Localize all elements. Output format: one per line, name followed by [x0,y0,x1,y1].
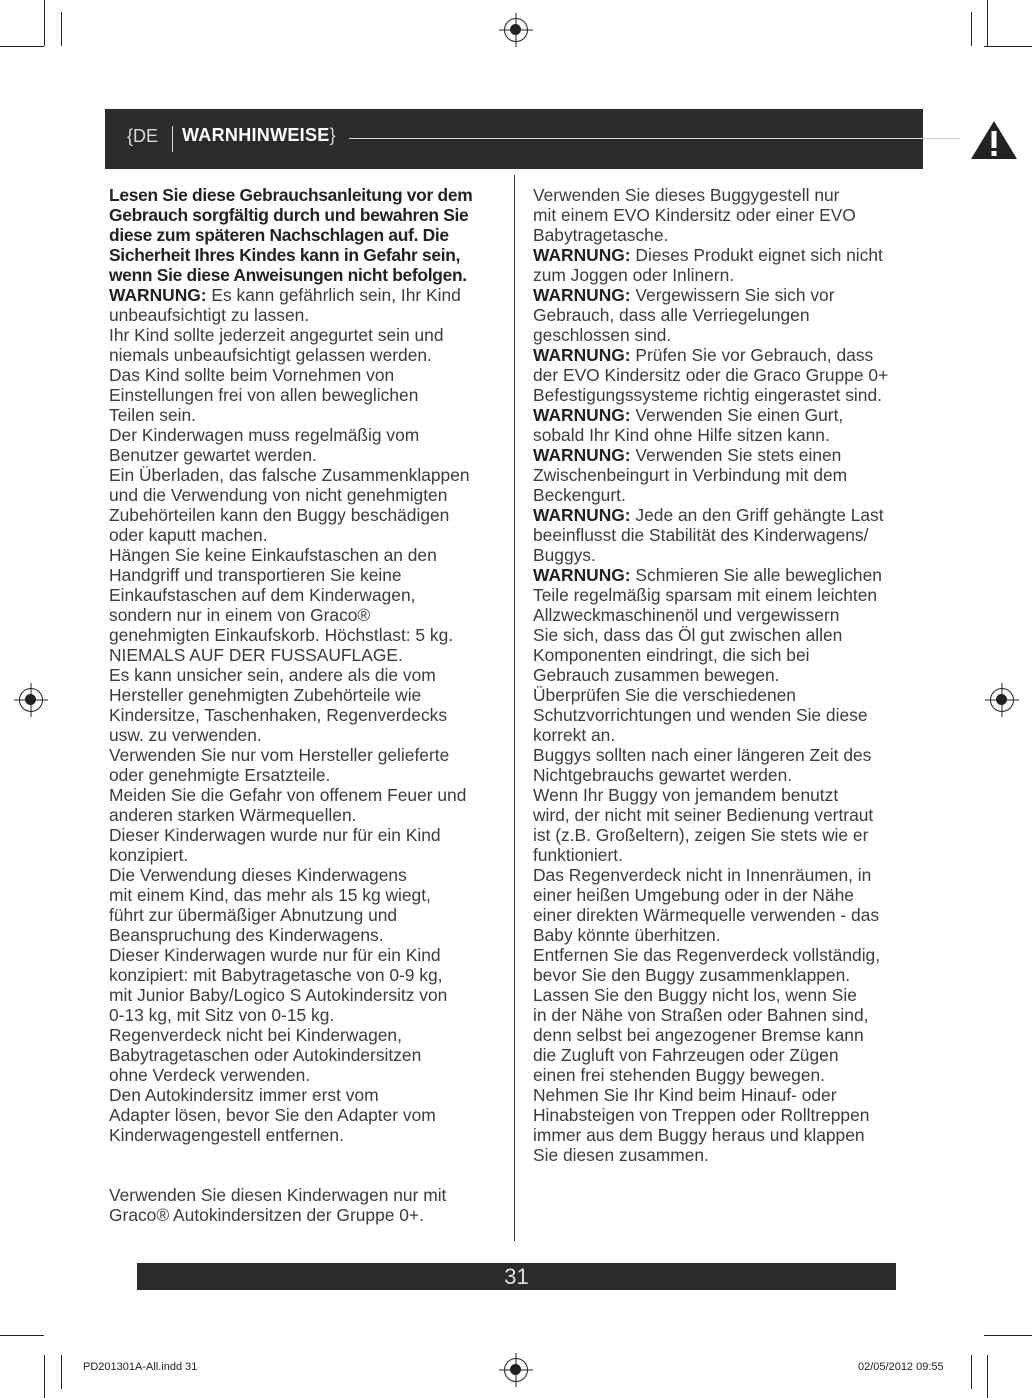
slug-file-info: PD201301A-All.indd 31 [83,1361,198,1373]
registration-mark-icon [504,1358,528,1382]
intro-paragraph: Lesen Sie diese Gebrauchsanleitung vor dem Gebrauch sorgfältig durch und bewahren Sie diese zum späteren Nachschlagen auf. Die Sicherheit Ihres Kindes kann in Gefahr sein, wenn Sie diese Anweisungen nicht befolgen. [109,185,473,285]
paragraph-gap [109,1145,504,1185]
warning-paragraph: WARNUNG: Vergewissern Sie sich vor Gebrauch, dass alle Verriegelungen geschlossen sind. [533,285,835,345]
crop-mark [61,1355,62,1389]
paragraph: Meiden Sie die Gefahr von offenem Feuer und anderen starken Wärmequellen. [109,785,467,825]
warning-paragraph: WARNUNG: Verwenden Sie stets einen Zwischenbeingurt in Verbindung mit dem Beckengurt. [533,445,848,505]
left-column [109,185,504,1225]
paragraph: Der Kinderwagen muss regelmäßig vom Benutzer gewartet werden. [109,425,420,465]
page-footer [137,1263,896,1290]
language-code: {DE [127,126,159,146]
paragraph: Wenn Ihr Buggy von jemandem benutzt wird, der nicht mit seiner Bedienung vertraut ist (z.B. Großeltern), zeigen Sie stets wie er funktioniert. [533,785,874,865]
crop-mark [987,1355,988,1398]
crop-mark [0,46,44,47]
section-header [105,109,923,169]
warning-paragraph: WARNUNG: Jede an den Griff gehängte Last beeinflusst die Stabilität des Kinderwagens/ Buggys. [533,505,884,565]
paragraph: Die Verwendung dieses Kinderwagens mit einem Kind, das mehr als 15 kg wiegt, führt zur übermäßiger Abnutzung und Beanspruchung des Kinderwagens. [109,865,431,945]
page-number: 31 [504,1264,529,1289]
crop-mark [44,1355,45,1398]
paragraph: Entfernen Sie das Regenverdeck vollständig, bevor Sie den Buggy zusammenklappen. [533,945,881,985]
column-divider [514,175,515,1241]
paragraph: Regenverdeck nicht bei Kinderwagen, Babytragetaschen oder Autokindersitzen ohne Verdeck verwenden. [109,1025,422,1085]
paragraph: Überprüfen Sie die verschiedenen Schutzvorrichtungen und wenden Sie diese korrekt an. [533,685,868,745]
paragraph: Es kann unsicher sein, andere als die vom Hersteller genehmigten Zubehörteile wie Kindersitze, Taschenhaken, Regenverdecks usw. zu verwenden. [109,665,448,745]
paragraph: Buggys sollten nach einer längeren Zeit des Nichtgebrauchs gewartet werden. [533,745,872,785]
paragraph: Nehmen Sie Ihr Kind beim Hinauf- oder Hinabsteigen von Treppen oder Rolltreppen immer aus dem Buggy heraus und klappen Sie diesen zusammen. [533,1085,870,1165]
registration-mark-icon [19,688,43,712]
slug-date-info: 02/05/2012 09:55 [858,1361,944,1373]
warning-triangle-icon [966,115,1022,165]
section-title: WARNHINWEISE} [182,125,336,145]
crop-mark [987,0,988,46]
warning-paragraph: WARNUNG: Dieses Produkt eignet sich nicht zum Joggen oder Inlinern. [533,245,883,285]
header-rule [349,138,961,139]
paragraph: Lassen Sie den Buggy nicht los, wenn Sie in der Nähe von Straßen oder Bahnen sind, denn selbst bei angezogener Bremse kann die Zugluft von Fahrzeugen oder Zügen einen frei stehenden Buggy bewegen. [533,985,869,1085]
paragraph: Den Autokindersitz immer erst vom Adapter lösen, bevor Sie den Adapter vom Kinderwagengestell entfernen. [109,1085,436,1145]
crop-mark [984,46,1032,47]
paragraph: Hängen Sie keine Einkaufstaschen an den Handgriff und transportieren Sie keine Einkaufstaschen auf dem Kinderwagen, sondern nur in einem von Graco® genehmigten Einkaufskorb. Höchstlast: 5 kg. NIEMALS AUF DER FUSSAUFLAGE. [109,545,454,665]
paragraph: Ein Überladen, das falsche Zusammenklappen und die Verwendung von nicht genehmigten Zubehörteilen kann den Buggy beschädigen oder kaputt machen. [109,465,470,545]
warning-paragraph: WARNUNG: Schmieren Sie alle beweglichen Teile regelmäßig sparsam mit einem leichten Allzweckmaschinenöl und vergewissern Sie sich, dass das Öl gut zwischen allen Komponenten eindringt, die sich bei Gebrauch zusammen bewegen. [533,565,882,685]
warning-paragraph: WARNUNG: Prüfen Sie vor Gebrauch, dass der EVO Kindersitz oder die Graco Gruppe 0+ Befestigungssysteme richtig eingerastet sind. [533,345,889,405]
warning-paragraph: WARNUNG: Verwenden Sie einen Gurt, sobald Ihr Kind ohne Hilfe sitzen kann. [533,405,844,445]
crop-mark [0,1335,44,1336]
registration-mark-icon [990,688,1014,712]
crop-mark [984,1335,1032,1336]
registration-mark-icon [504,18,528,42]
crop-mark [61,12,62,46]
crop-mark [44,0,45,46]
paragraph: Ihr Kind sollte jederzeit angegurtet sein und niemals unbeaufsichtigt gelassen werden. [109,325,444,365]
paragraph: Dieser Kinderwagen wurde nur für ein Kind konzipiert: mit Babytragetasche von 0-9 kg, mit Junior Baby/Logico S Autokindersitz von 0-13 kg, mit Sitz von 0-15 kg. [109,945,448,1025]
crop-mark [971,1355,972,1389]
warning-paragraph: WARNUNG: Es kann gefährlich sein, Ihr Kind unbeaufsichtigt zu lassen. [109,285,461,325]
crop-mark [971,12,972,46]
paragraph: Verwenden Sie nur vom Hersteller gelieferte oder genehmigte Ersatzteile. [109,745,450,785]
right-column [533,185,918,1165]
opening-paragraph: Verwenden Sie dieses Buggygestell nur mit einem EVO Kindersitz oder einer EVO Babytragetasche. [533,185,856,245]
paragraph: Dieser Kinderwagen wurde nur für ein Kind konzipiert. [109,825,441,865]
paragraph: Das Kind sollte beim Vornehmen von Einstellungen frei von allen beweglichen Teilen sein. [109,365,419,425]
paragraph: Das Regenverdeck nicht in Innenräumen, in einer heißen Umgebung oder in der Nähe einer direkten Wärmequelle verwenden - das Baby könnte überhitzen. [533,865,880,945]
header-separator [172,126,173,152]
final-paragraph: Verwenden Sie diesen Kinderwagen nur mit Graco® Autokindersitzen der Gruppe 0+. [109,1185,447,1225]
